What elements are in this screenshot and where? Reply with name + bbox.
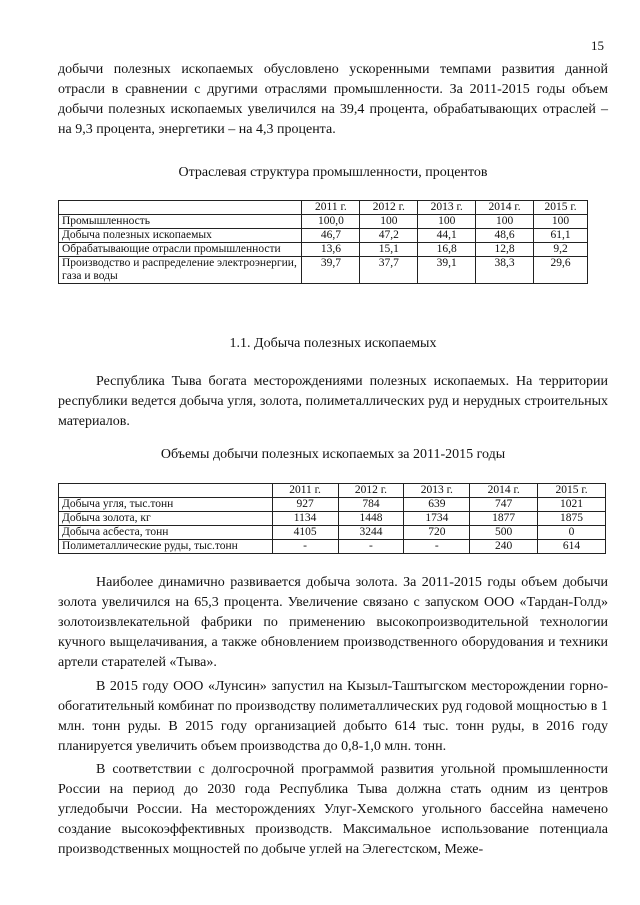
header-cell: 2011 г.	[272, 484, 338, 498]
table-cell: 240	[470, 540, 538, 554]
row-label: Производство и распределение электроэнергии, газа и воды	[59, 257, 302, 284]
table-row	[59, 540, 606, 554]
header-cell: 2013 г.	[418, 201, 476, 215]
table-cell: 46,7	[302, 229, 360, 243]
table-cell: 1448	[338, 512, 404, 526]
header-cell: 2012 г.	[360, 201, 418, 215]
table-cell: 39,1	[418, 257, 476, 284]
table-row	[59, 243, 588, 257]
gold-paragraph: Наиболее динамично развивается добыча золота. За 2011-2015 годы объем добычи золота увеличился на 65,3 процента. Увеличение связано с запуском ООО «Тардан-Голд» золотоизвлекательной фабрики по применению высокопроизводительной технологии кучного выщелачивания, а также обновлением производственного оборудования и техники артели старателей «Тыва».	[58, 575, 608, 670]
intro-paragraph: добычи полезных ископаемых обусловлено ускоренными темпами развития данной отрасли в сравнении с другими отраслями промышленности. За 2011-2015 годы объем добычи полезных ископаемых увеличился на 39,4 процента, обрабатывающих отраслей – на 9,3 процента, энергетики – на 4,3 процента.	[58, 62, 608, 137]
table-row	[59, 257, 588, 284]
header-cell	[59, 201, 302, 215]
table-cell: 44,1	[418, 229, 476, 243]
table-cell: 747	[470, 498, 538, 512]
table-cell: 9,2	[534, 243, 588, 257]
table-cell: 0	[538, 526, 606, 540]
table-cell: 39,7	[302, 257, 360, 284]
header-cell: 2014 г.	[470, 484, 538, 498]
table-cell: 1021	[538, 498, 606, 512]
table-row	[59, 526, 606, 540]
table-cell: 13,6	[302, 243, 360, 257]
table-cell: 15,1	[360, 243, 418, 257]
section-heading: 1.1. Добыча полезных ископаемых	[229, 336, 437, 351]
table-cell: 1134	[272, 512, 338, 526]
row-label: Добыча угля, тыс.тонн	[59, 498, 273, 512]
table-cell: 38,3	[476, 257, 534, 284]
row-label: Промышленность	[59, 215, 302, 229]
table-cell: 639	[404, 498, 470, 512]
table-cell: 3244	[338, 526, 404, 540]
table-header-row	[59, 484, 606, 498]
table-cell: -	[404, 540, 470, 554]
header-cell	[59, 484, 273, 498]
coal-paragraph: В соответствии с долгосрочной программой развития угольной промышленности России на период до 2030 года Республика Тыва должна стать одним из центров угледобычи России. На месторождениях Улуг-Хемского угольного бассейна намечено создание высокоэффективных производств. Максимальное использование потенциала производственных мощностей по добыче углей на Элегестском, Меже-	[58, 762, 608, 857]
table-cell: 1875	[538, 512, 606, 526]
table-cell: 48,6	[476, 229, 534, 243]
table-cell: 29,6	[534, 257, 588, 284]
table-cell: 784	[338, 498, 404, 512]
table-cell: -	[272, 540, 338, 554]
table-row	[59, 498, 606, 512]
table-cell: 100	[360, 215, 418, 229]
mining-volumes-table	[58, 483, 606, 554]
section-paragraph: Республика Тыва богата месторождениями полезных ископаемых. На территории республики ведется добыча угля, золота, полиметаллических руд и нерудных строительных материалов.	[58, 374, 608, 429]
table-cell: 614	[538, 540, 606, 554]
lunsin-paragraph: В 2015 году ООО «Лунсин» запустил на Кызыл-Таштыгском месторождении горно-обогатительный комбинат по производству полиметаллических руд годовой мощностью в 1 млн. тонн руды. В 2015 году организацией добыто 614 тыс. тонн руды, в 2016 году планируется увеличить объем производства до 0,8-1,0 млн. тонн.	[58, 679, 608, 754]
table-row	[59, 215, 588, 229]
header-cell: 2013 г.	[404, 484, 470, 498]
header-cell: 2014 г.	[476, 201, 534, 215]
page-number: 15	[591, 38, 604, 53]
table1-caption: Отраслевая структура промышленности, процентов	[178, 165, 488, 180]
row-label: Обрабатывающие отрасли промышленности	[59, 243, 302, 257]
table-cell: 47,2	[360, 229, 418, 243]
table-cell: 100	[534, 215, 588, 229]
table-cell: 720	[404, 526, 470, 540]
table-row	[59, 512, 606, 526]
row-label: Добыча полезных ископаемых	[59, 229, 302, 243]
row-label: Добыча асбеста, тонн	[59, 526, 273, 540]
header-cell: 2015 г.	[538, 484, 606, 498]
table-cell: -	[338, 540, 404, 554]
table-row	[59, 229, 588, 243]
table-cell: 100,0	[302, 215, 360, 229]
table-cell: 100	[418, 215, 476, 229]
table2-caption: Объемы добычи полезных ископаемых за 2011-2015 годы	[160, 447, 506, 462]
industry-structure-table	[58, 200, 588, 284]
header-cell: 2015 г.	[534, 201, 588, 215]
table-cell: 61,1	[534, 229, 588, 243]
table-cell: 12,8	[476, 243, 534, 257]
header-cell: 2011 г.	[302, 201, 360, 215]
table-cell: 100	[476, 215, 534, 229]
table-cell: 927	[272, 498, 338, 512]
row-label: Полиметаллические руды, тыс.тонн	[59, 540, 273, 554]
table-cell: 1734	[404, 512, 470, 526]
table-cell: 1877	[470, 512, 538, 526]
table-cell: 37,7	[360, 257, 418, 284]
table-cell: 16,8	[418, 243, 476, 257]
table-cell: 4105	[272, 526, 338, 540]
header-cell: 2012 г.	[338, 484, 404, 498]
table-header-row	[59, 201, 588, 215]
table-cell: 500	[470, 526, 538, 540]
row-label: Добыча золота, кг	[59, 512, 273, 526]
